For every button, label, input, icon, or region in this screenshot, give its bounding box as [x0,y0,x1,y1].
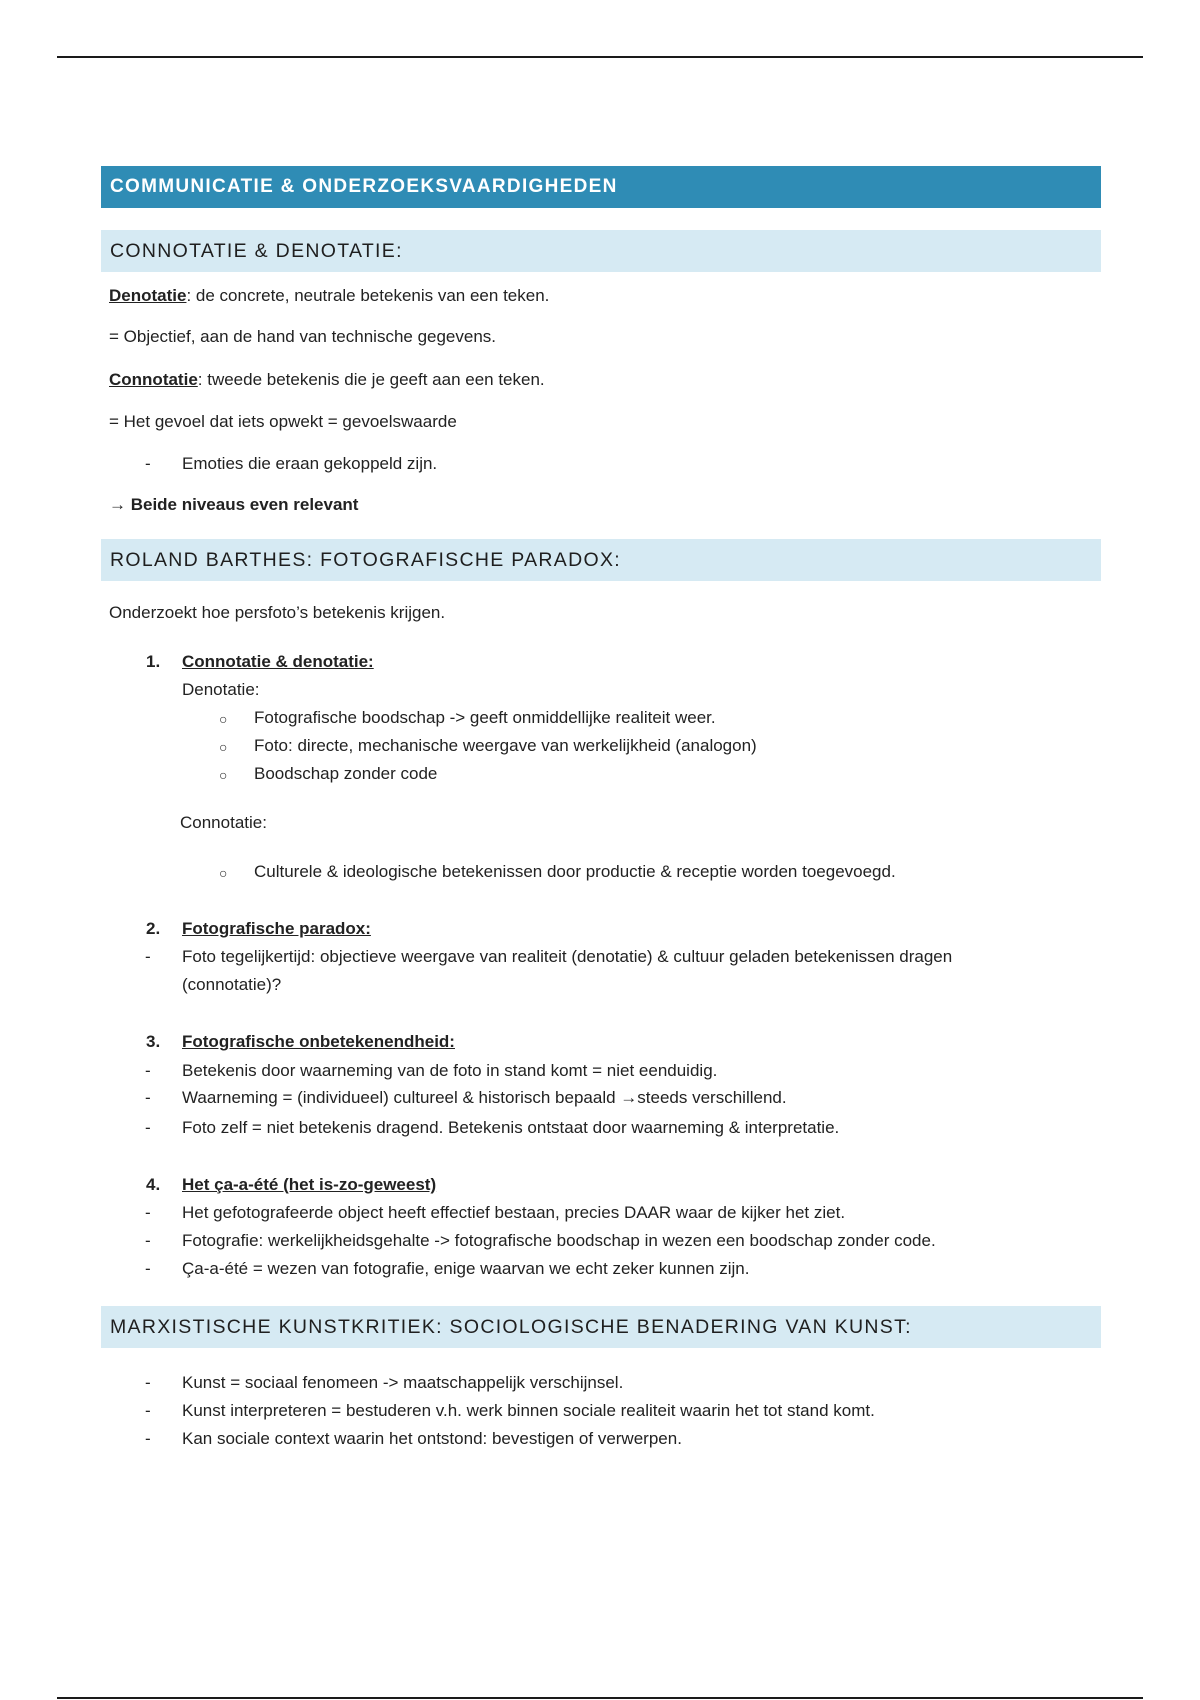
dash-bullet: - [145,1203,151,1222]
circle-bullet-icon: ○ [219,767,228,783]
footer-rule [57,1697,1143,1699]
section-heading-barthes: ROLAND BARTHES: FOTOGRAFISCHE PARADOX: [101,539,1101,581]
list-item: Kunst interpreteren = bestuderen v.h. werk binnen sociale realiteit waarin het tot stand komt. [182,1401,875,1420]
circle-bullet-icon: ○ [219,711,228,727]
dash-bullet: - [145,1231,151,1250]
section-intro: Onderzoekt hoe persfoto’s betekenis krijgen. [109,603,446,622]
list-item: Foto zelf = niet betekenis dragend. Betekenis ontstaat door waarneming & interpretatie. [182,1118,840,1137]
item-number: 1. [146,652,161,671]
dash-bullet: - [145,1401,151,1420]
item-title: Fotografische onbetekenendheid: [182,1032,455,1051]
denotatie-term: Denotatie [109,286,187,305]
dash-bullet: - [145,1429,151,1448]
dash-bullet: - [145,454,151,473]
circle-bullet-icon: ○ [219,865,228,881]
header-rule [57,56,1143,58]
list-item: Kunst = sociaal fenomeen -> maatschappelijk verschijnsel. [182,1373,624,1392]
denotatie-definition [109,285,549,307]
item-title: Het ça-a-été (het is-zo-geweest) [182,1175,437,1194]
conclusion: → Beide niveaus even relevant [109,495,359,514]
list-item: Fotografie: werkelijkheidsgehalte -> fotografische boodschap in wezen een boodschap zonder code. [182,1231,936,1250]
list-item: Foto: directe, mechanische weergave van werkelijkheid (analogon) [254,736,757,755]
connotatie-text: : tweede betekenis die je geeft aan een teken. [197,370,545,389]
connotatie-note: = Het gevoel dat iets opwekt = gevoelswaarde [109,412,457,431]
dash-bullet: - [145,1061,151,1080]
list-item: Het gefotografeerde object heeft effectief bestaan, precies DAAR waar de kijker het ziet. [182,1203,846,1222]
list-item-continuation: (connotatie)? [182,975,282,994]
connotatie-definition [109,369,545,391]
item-number: 2. [146,919,161,938]
circle-bullet-icon: ○ [219,739,228,755]
list-item: Emoties die eraan gekoppeld zijn. [182,454,438,473]
denotatie-note: = Objectief, aan de hand van technische gegevens. [109,327,497,346]
denotatie-text: : de concrete, neutrale betekenis van een teken. [186,286,550,305]
list-item: Culturele & ideologische betekenissen door productie & receptie worden toegevoegd. [254,862,896,881]
sub-label: Denotatie: [182,680,260,699]
list-item: Betekenis door waarneming van de foto in stand komt = niet eenduidig. [182,1061,718,1080]
connotatie-term: Connotatie [109,370,198,389]
list-item: Fotografische boodschap -> geeft onmiddellijke realiteit weer. [254,708,716,727]
list-item: Ça-a-été = wezen van fotografie, enige waarvan we echt zeker kunnen zijn. [182,1259,750,1278]
list-item: Waarneming = (individueel) cultureel & historisch bepaald →steeds verschillend. [182,1088,787,1107]
sub-label: Connotatie: [180,813,267,832]
dash-bullet: - [145,1118,151,1137]
dash-bullet: - [145,1259,151,1278]
dash-bullet: - [145,947,151,966]
item-number: 4. [146,1175,161,1194]
list-item: Foto tegelijkertijd: objectieve weergave van realiteit (denotatie) & cultuur geladen betekenissen dragen [182,947,953,966]
item-title: Fotografische paradox: [182,919,371,938]
list-item: Boodschap zonder code [254,764,438,783]
dash-bullet: - [145,1373,151,1392]
item-title: Connotatie & denotatie: [182,652,374,671]
list-item: Kan sociale context waarin het ontstond: bevestigen of verwerpen. [182,1429,682,1448]
section-heading-connotatie-denotatie: CONNOTATIE & DENOTATIE: [101,230,1101,272]
document-title: COMMUNICATIE & ONDERZOEKSVAARDIGHEDEN [101,166,1101,208]
item-number: 3. [146,1032,161,1051]
dash-bullet: - [145,1088,151,1107]
section-heading-marxistische-kunstkritiek: MARXISTISCHE KUNSTKRITIEK: SOCIOLOGISCHE BENADERING VAN KUNST: [101,1306,1101,1348]
